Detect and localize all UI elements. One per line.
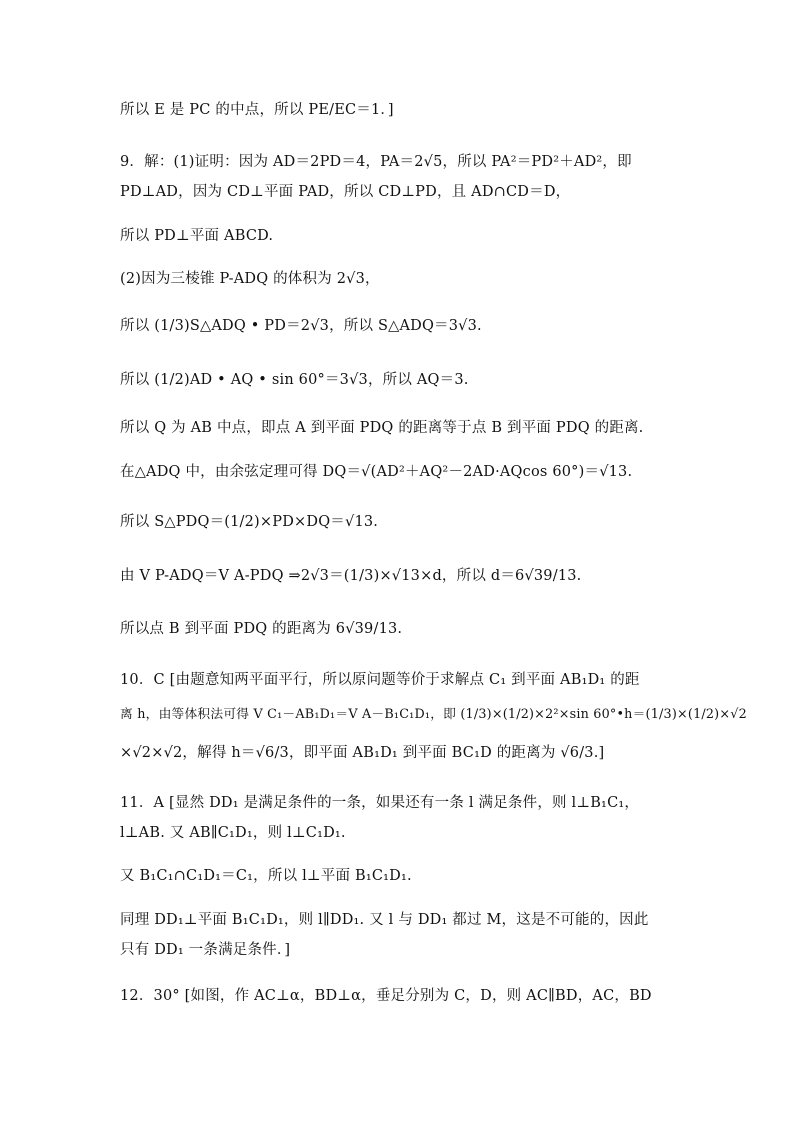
text-line-7: 所以 (1/2)AD • AQ • sin 60°＝3√3，所以 AQ＝3.	[120, 372, 469, 388]
text-line-12: 所以点 B 到平面 PDQ 的距离为 6√39/13.	[120, 621, 403, 637]
text-line-5: (2)因为三棱锥 P-ADQ 的体积为 2√3，	[120, 271, 380, 287]
text-line-6: 所以 (1/3)S△ADQ • PD＝2√3，所以 S△ADQ＝3√3.	[120, 318, 482, 334]
text-line-1: 所以 E 是 PC 的中点，所以 PE/EC＝1．]	[120, 102, 394, 118]
text-line-15: ×√2×√2，解得 h＝√6/3，即平面 AB₁D₁ 到平面 BC₁D 的距离为 √6/3.]	[120, 745, 605, 761]
text-line-18: 又 B₁C₁∩C₁D₁＝C₁，所以 l⊥平面 B₁C₁D₁.	[120, 868, 412, 884]
text-line-4: 所以 PD⊥平面 ABCD.	[120, 228, 274, 244]
text-line-9: 在△ADQ 中，由余弦定理可得 DQ＝√(AD²＋AQ²－2AD·AQcos 60°)＝√13.	[120, 464, 633, 480]
text-line-11: 由 V P-ADQ＝V A-PDQ ⇒2√3＝(1/3)×√13×d，所以 d＝6√39/13.	[120, 568, 582, 584]
text-line-14: 离 h，由等体积法可得 V C₁－AB₁D₁＝V A－B₁C₁D₁，即 (1/3)×(1/2)×2²×sin 60°•h＝(1/3)×(1/2)×√2	[120, 707, 747, 722]
text-line-8: 所以 Q 为 AB 中点，即点 A 到平面 PDQ 的距离等于点 B 到平面 PDQ 的距离.	[120, 420, 644, 436]
text-line-2: 9．解：(1)证明：因为 AD＝2PD＝4，PA＝2√5，所以 PA²＝PD²＋AD²，即	[120, 154, 632, 170]
text-line-19: 同理 DD₁⊥平面 B₁C₁D₁，则 l∥DD₁. 又 l 与 DD₁ 都过 M，这是不可能的，因此	[120, 912, 649, 928]
text-line-16: 11．A [显然 DD₁ 是满足条件的一条，如果还有一条 l 满足条件，则 l⊥B₁C₁，	[120, 795, 640, 811]
text-line-13: 10．C [由题意知两平面平行，所以原问题等价于求解点 C₁ 到平面 AB₁D₁ 的距	[120, 672, 640, 688]
text-line-20: 只有 DD₁ 一条满足条件．]	[120, 942, 291, 958]
text-line-21: 12．30° [如图，作 AC⊥α，BD⊥α，垂足分别为 C，D，则 AC∥BD，AC，BD	[120, 988, 652, 1004]
text-line-17: l⊥AB. 又 AB∥C₁D₁，则 l⊥C₁D₁.	[120, 825, 346, 841]
text-line-3: PD⊥AD，因为 CD⊥平面 PAD，所以 CD⊥PD，且 AD∩CD＝D，	[120, 184, 571, 200]
text-line-10: 所以 S△PDQ＝(1/2)×PD×DQ＝√13.	[120, 514, 379, 530]
